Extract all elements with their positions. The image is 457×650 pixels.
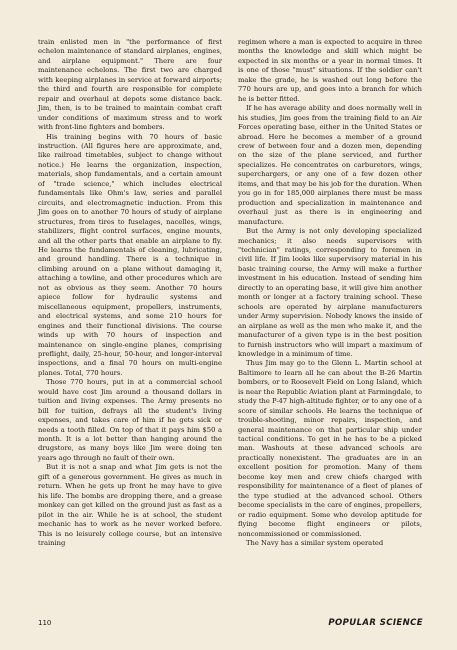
page-footer — [38, 618, 423, 628]
paragraph: But the Army is not only developing specialized mechanics; it also needs supervisors with "technician" ratings, corresponding to foremen in civil life. If Jim looks like supervisory material in his basic training course, the Army will make a further investment in his education. Instead of sending him directly to an operating base, it will give him another month or longer at a factory training school. These schools are operated by airplane manufacturers under Army supervision. Nobody knows the inside of an airplane as well as the men who make it, and the manufacturer of a given type is in the best position to furnish instructors who will impart a maximum of knowledge in a minimum of time. — [238, 227, 422, 358]
paragraph: Those 770 hours, put in at a commercial school would have cost Jim around a thousand dollars in tuition and living expenses. The Army presents no bill for tuition, defrays all the student's living expenses, and takes care of him if he gets sick or needs a tooth filled. On top of that it pays him $50 a month. It is a lot better than hanging around the drugstore, as many boys like Jim were doing ten years ago through no fault of their own. — [38, 378, 222, 462]
left-column — [38, 38, 222, 548]
right-column — [238, 38, 422, 548]
article-body — [38, 38, 423, 548]
paragraph: If he has average ability and does normally well in his studies, Jim goes from the training field to an Air Forces operating base, either in the United States or abroad. Here he becomes a member of a ground crew of between four and a dozen men, depending on the size of the plane serviced, and further specializes. He concentrates on carburetors, wings, superchargers, or any one of a few dozen other items, and that may be his job for the duration. When you go in for 185,000 airplanes there must be mass production and specialization in maintenance and overhaul just as there is in engineering and manufacture. — [238, 104, 422, 226]
paragraph: But it is not a snap and what Jim gets is not the gift of a generous government. He gives as much in return. When he gets up front he may have to give his life. The bombs are dropping there, and a grease monkey can get killed on the ground just as fast as a pilot in the air. While he is at school, the student mechanic has to work as he never worked before. This is no leisurely college course, but an intensive training — [38, 463, 222, 548]
paragraph: The Navy has a similar system operated — [246, 539, 384, 548]
paragraph: Thus Jim may go to the Glenn L. Martin school at Baltimore to learn all he can about the B-26 Martin bombers, or to Roosevelt Field on Long Island, which is near the Republic Aviation plant at Farmingdale, to study the P-47 high-altitude fighter, or to any one of a score of similar schools. He learns the technique of trouble-shooting, minor repairs, inspection, and general maintenance on that particular ship under tactical conditions. To get in he has to be a picked man. Washouts at these advanced schools are practically nonexistent. The graduates are in an excellent position for promotion. Many of them become key men and crew chiefs charged with responsibility for maintenance of a fleet of planes of the type studied at the advanced school. Others become specialists in the care of engines, propellers, or radio equipment. Some who develop aptitude for flying become flight engineers or pilots, noncommissioned or commissioned. — [238, 359, 422, 538]
paragraph: His training begins with 70 hours of basic instruction. (All figures here are approximate, and, like railroad timetables, subject to change without notice.) He learns the organization, inspection, materials, shop fundamentals, and a certain amount of "trade science," which includes electrical fundamentals like Ohm's law, series and parallel circuits, and electromagnetic induction. From this Jim goes on to another 70 hours of study of airplane structures, from tires to fuselages, nacelles, wings, stabilizers, flight control surfaces, engine mounts, and all the other parts that enable an airplane to fly. He learns the fundamentals of cleaning, lubricating, and ground handling. There is a technique in climbing around on a plane without damaging it, attaching a towline, and other procedures which are not as obvious as they seem. Another 70 hours apiece follow for hydraulic systems and miscellaneous equipment, propellers, instruments, and electrical systems, and some 210 hours for engines and their functional divisions. The course winds up with 70 hours of inspection and maintenance on single-engine planes, comprising preflight, daily, 25-hour, 50-hour, and longer-interval inspections, and a final 70 hours on multi-engine planes. Total, 770 hours. — [38, 132, 222, 377]
page-number: 110 — [38, 619, 52, 627]
paragraph: regimen where a man is expected to acquire in three months the knowledge and skill which might be expected in six months or a year in normal times. It is one of those "must" situations. If the soldier can't make the grade, he is washed out long before the 770 hours are up, and goes into a branch for which he is better fitted. — [238, 38, 422, 103]
magazine-name: POPULAR SCIENCE — [328, 618, 423, 628]
paragraph: train enlisted men in "the performance of first echelon maintenance of standard airplanes, engines, and airplane equipment." There are four maintenance echelons. The first two are charged with keeping airplanes in service at forward airports; the third and fourth are responsible for complete repair and overhaul at depots some distance back. Jim, then, is to be trained to maintain combat craft under conditions of maximum stress and to work with front-line fighters and bombers. — [38, 38, 222, 132]
